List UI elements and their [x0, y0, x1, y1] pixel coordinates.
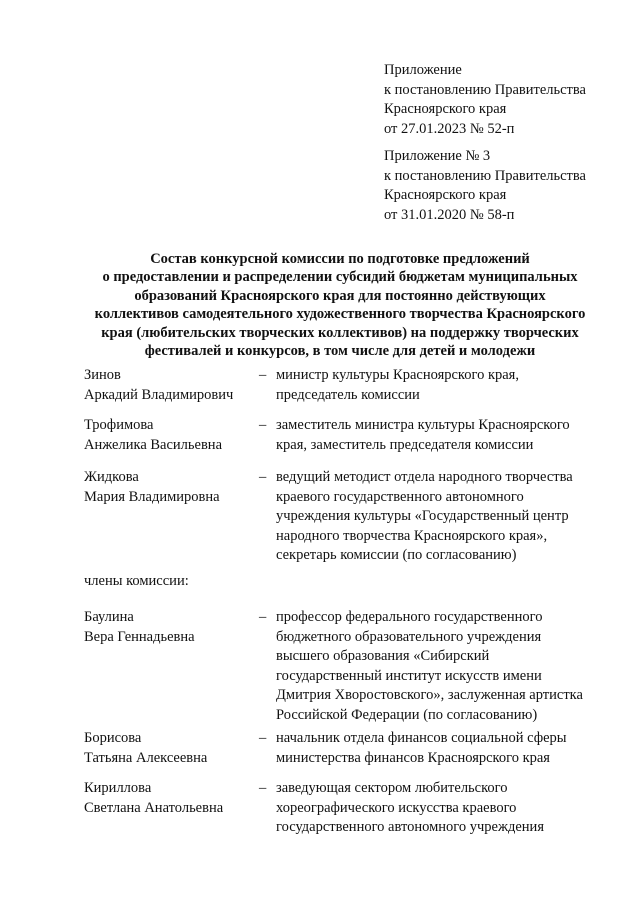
member-role [276, 608, 616, 725]
role-line: бюджетного образовательного учреждения [276, 628, 542, 645]
appendix-ref-line: к постановлению Правительства [384, 167, 586, 184]
appendix-ref-line: Красноярского края [384, 187, 507, 203]
member-surname: Кириллова [84, 780, 152, 796]
member-role [276, 729, 616, 768]
members-subheading: члены комиссии: [84, 573, 189, 589]
role-line: хореографического искусства краевого [276, 799, 517, 816]
role-line: председатель комиссии [276, 386, 420, 403]
separator-dash: – [259, 469, 267, 485]
role-line: профессор федерального государственного [276, 609, 543, 625]
role-line: ведущий методист отдела народного творчества [276, 469, 573, 485]
heading-line: образований Красноярского края для постоянно действующих [134, 287, 546, 304]
separator-dash: – [259, 780, 267, 796]
separator-dash: – [259, 367, 267, 383]
role-line: министр культуры Красноярского края, [276, 367, 519, 383]
heading-line: Состав конкурсной комиссии по подготовке предложений [150, 251, 530, 267]
member-surname: Жидкова [84, 469, 139, 485]
heading-line: края (любительских творческих коллективов) на поддержку творческих [101, 324, 579, 341]
heading-line: коллективов самодеятельного художественного творчества Красноярского [94, 306, 586, 323]
role-line: государственного автономного учреждения [276, 819, 544, 835]
appendix-ref-line: к постановлению Правительства [384, 81, 586, 98]
role-line: начальник отдела финансов социальной сферы [276, 730, 567, 746]
member-given-names: Татьяна Алексеевна [84, 749, 208, 766]
document-heading [60, 250, 620, 360]
role-line: министерства финансов Красноярского края [276, 749, 550, 766]
member-given-names: Мария Владимировна [84, 488, 220, 505]
role-line: учреждения культуры «Государственный центр [276, 508, 569, 524]
member-role [276, 468, 616, 566]
appendix-block-current [384, 61, 586, 139]
heading-line: о предоставлении и распределении субсидий бюджетам муниципальных [102, 269, 578, 286]
appendix-date-number: от 27.01.2023 № 52-п [384, 120, 515, 137]
role-line: государственный институт искусств имени [276, 667, 542, 684]
appendix-title: Приложение № 3 [384, 148, 491, 164]
member-name [84, 729, 267, 768]
member-surname: Баулина [84, 609, 134, 625]
appendix-title: Приложение [384, 62, 462, 78]
member-role [276, 416, 616, 455]
separator-dash: – [259, 730, 267, 746]
role-line: краевого государственного автономного [276, 488, 524, 505]
heading-line: фестивалей и конкурсов, в том числе для детей и молодежи [144, 343, 536, 360]
role-line: секретарь комиссии (по согласованию) [276, 547, 517, 563]
appendix-ref-line: Красноярского края [384, 101, 507, 117]
role-line: края, заместитель председателя комиссии [276, 436, 534, 453]
role-line: заведующая сектором любительского [276, 780, 508, 796]
member-role [276, 366, 616, 405]
member-role [276, 779, 616, 838]
member-given-names: Анжелика Васильевна [84, 436, 223, 453]
role-line: высшего образования «Сибирский [276, 648, 490, 664]
member-given-names: Аркадий Владимирович [84, 386, 234, 403]
member-surname: Зинов [84, 367, 121, 383]
member-name [84, 416, 267, 455]
member-surname: Борисова [84, 730, 142, 746]
member-name [84, 468, 267, 507]
separator-dash: – [259, 417, 267, 433]
member-given-names: Вера Геннадьевна [84, 628, 195, 645]
member-name [84, 608, 267, 647]
role-line: Дмитрия Хворостовского», заслуженная артистка [276, 687, 583, 703]
role-line: заместитель министра культуры Красноярского [276, 417, 570, 433]
member-name [84, 366, 267, 405]
appendix-date-number: от 31.01.2020 № 58-п [384, 206, 515, 223]
member-name [84, 779, 267, 818]
appendix-block-original [384, 147, 586, 225]
member-given-names: Светлана Анатольевна [84, 799, 224, 816]
role-line: Российской Федерации (по согласованию) [276, 706, 538, 723]
role-line: народного творчества Красноярского края», [276, 527, 548, 544]
separator-dash: – [259, 609, 267, 625]
member-surname: Трофимова [84, 417, 154, 433]
